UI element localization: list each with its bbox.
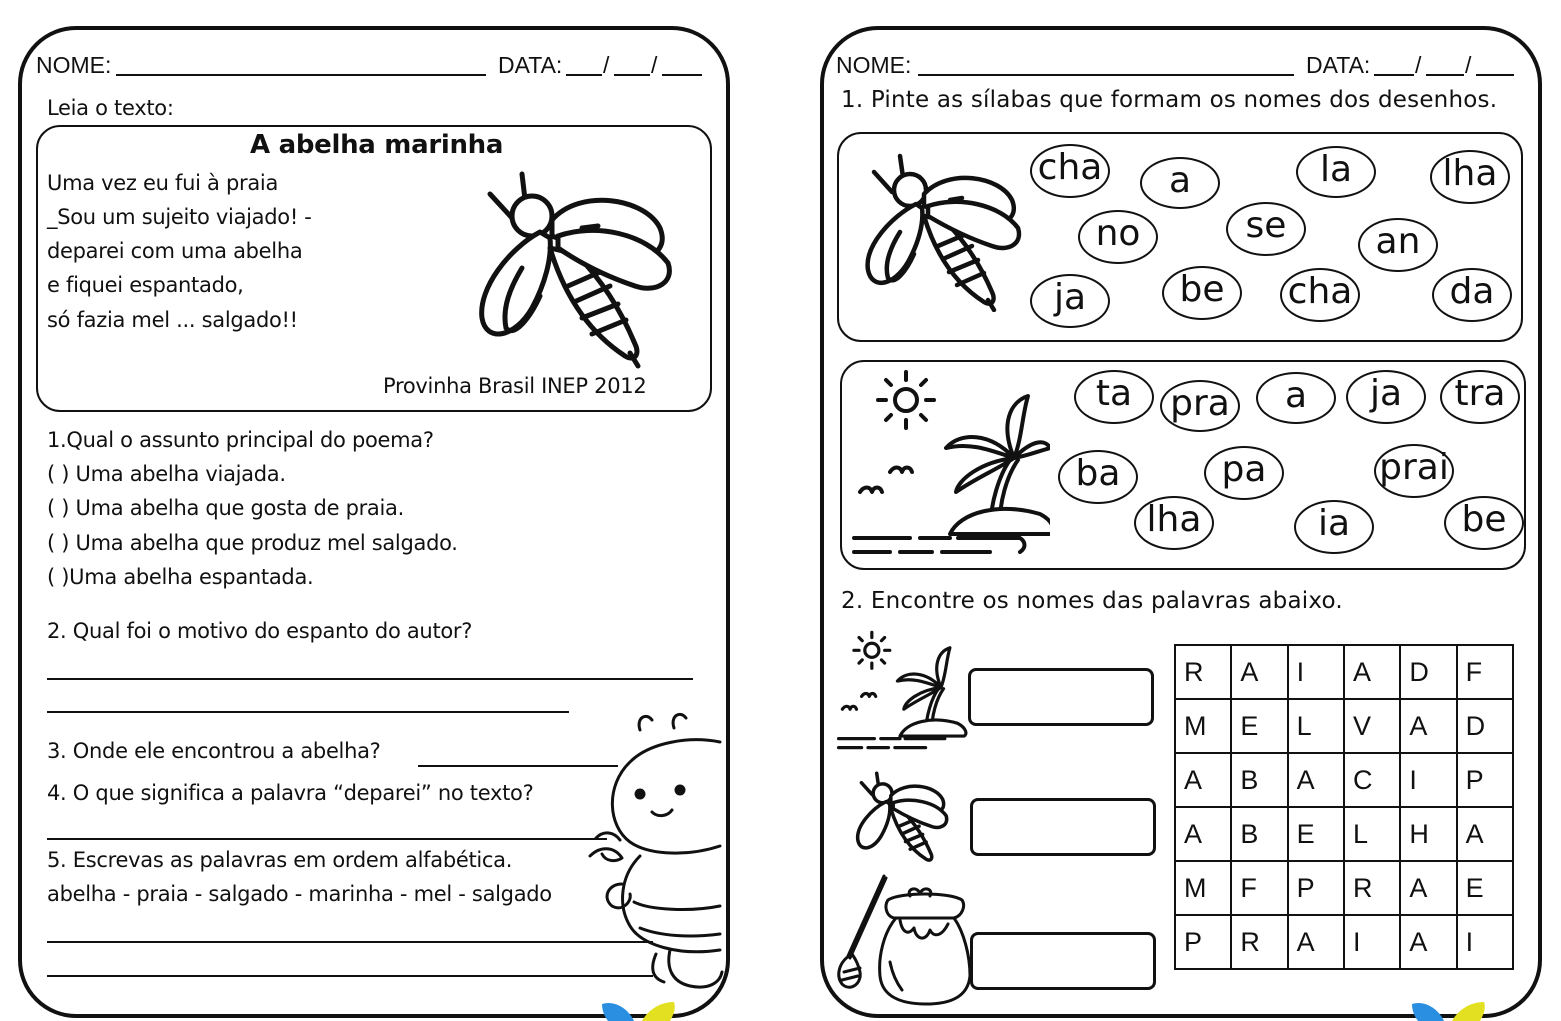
grid-cell[interactable]: L [1344,807,1400,861]
date-label: DATA: [1306,52,1371,78]
syllable-bubble[interactable]: da [1432,268,1512,322]
syllable-bubble[interactable]: cha [1280,268,1360,322]
exercise-2-title: 2. Encontre os nomes das palavras abaixo. [841,588,1343,614]
grid-cell[interactable]: I [1288,645,1344,699]
date-separator: / [1465,52,1472,78]
grid-cell[interactable]: P [1175,915,1231,969]
grid-cell[interactable]: B [1231,807,1287,861]
grid-cell[interactable]: A [1400,915,1456,969]
word-answer-box[interactable] [970,932,1156,990]
beach-island-icon [832,626,968,754]
syllable-bubble[interactable]: pra [1160,380,1240,432]
poem-source: Provinha Brasil INEP 2012 [383,374,647,398]
q5-words: abelha - praia - salgado - marinha - mel - salgado [47,882,552,906]
grid-cell[interactable]: A [1288,753,1344,807]
word-search-grid [1174,644,1514,970]
logo-yellow-wing [1452,1002,1485,1021]
grid-row [1175,861,1513,915]
poem-line: e fiquei espantado, [47,273,244,297]
q3-question: 3. Onde ele encontrou a abelha? [47,739,381,763]
q1-option[interactable]: ( ) Uma abelha que produz mel salgado. [47,531,458,555]
grid-cell[interactable]: D [1457,699,1513,753]
grid-cell[interactable]: H [1400,807,1456,861]
grid-row [1175,915,1513,969]
q2-answer-line[interactable] [47,678,693,680]
poem-line: deparei com uma abelha [47,239,303,263]
grid-cell[interactable]: D [1400,645,1456,699]
date-year-field[interactable] [1476,74,1514,76]
grid-row [1175,807,1513,861]
syllable-bubble[interactable]: no [1078,210,1158,264]
grid-cell[interactable]: A [1288,915,1344,969]
grid-row [1175,645,1513,699]
logo-blue-wing [1412,1003,1444,1021]
exercise-1-title: 1. Pinte as sílabas que formam os nomes dos desenhos. [841,87,1498,113]
grid-cell[interactable]: I [1457,915,1513,969]
logo-icon [1408,998,1488,1021]
grid-cell[interactable]: R [1175,645,1231,699]
logo-icon [598,998,678,1021]
grid-cell[interactable]: A [1400,861,1456,915]
grid-cell[interactable]: A [1175,753,1231,807]
grid-cell[interactable]: E [1288,807,1344,861]
honey-jar-icon [830,872,970,1006]
q1-option[interactable]: ( ) Uma abelha que gosta de praia. [47,496,404,520]
date-year-field[interactable] [662,74,702,76]
syllable-bubble[interactable]: lha [1134,496,1214,550]
q4-question: 4. O que significa a palavra “deparei” no texto? [47,781,534,805]
date-day-field[interactable] [566,74,602,76]
grid-row [1175,753,1513,807]
grid-cell[interactable]: E [1231,699,1287,753]
syllable-bubble[interactable]: prai [1374,444,1454,498]
syllable-bubble[interactable]: ba [1058,450,1138,504]
grid-cell[interactable]: A [1457,807,1513,861]
grid-cell[interactable]: A [1400,699,1456,753]
date-separator: / [651,52,658,78]
logo-yellow-wing [642,1002,675,1021]
grid-cell[interactable]: C [1344,753,1400,807]
grid-cell[interactable]: L [1288,699,1344,753]
q2-question: 2. Qual foi o motivo do espanto do autor? [47,619,473,643]
grid-cell[interactable]: F [1457,645,1513,699]
grid-cell[interactable]: M [1175,699,1231,753]
q1-question: 1.Qual o assunto principal do poema? [47,428,434,452]
date-label: DATA: [498,52,563,78]
bee-icon [470,168,680,373]
instruction: Leia o texto: [47,96,174,120]
grid-cell[interactable]: A [1344,645,1400,699]
word-answer-box[interactable] [968,668,1154,726]
syllable-bubble[interactable]: ta [1074,370,1154,424]
name-field[interactable] [918,74,1294,76]
syllable-bubble[interactable]: ja [1346,370,1426,424]
grid-cell[interactable]: F [1231,861,1287,915]
poem-line: só fazia mel ... salgado!! [47,308,298,332]
q5-answer-line[interactable] [47,941,653,943]
grid-cell[interactable]: V [1344,699,1400,753]
grid-row [1175,699,1513,753]
q2-answer-line[interactable] [47,711,569,713]
bee-icon [858,152,1028,312]
syllable-bubble[interactable]: se [1226,202,1306,256]
name-field[interactable] [116,74,486,76]
poem-title: A abelha marinha [250,130,504,160]
date-day-field[interactable] [1374,74,1414,76]
grid-cell[interactable]: E [1457,861,1513,915]
syllable-bubble[interactable]: lha [1430,150,1510,204]
q1-option[interactable]: ( )Uma abelha espantada. [47,565,314,589]
syllable-bubble[interactable]: pa [1204,446,1284,500]
q4-answer-line[interactable] [47,838,607,840]
grid-cell[interactable]: I [1400,753,1456,807]
bee-icon [852,770,952,866]
grid-cell[interactable]: A [1231,645,1287,699]
date-month-field[interactable] [1426,74,1464,76]
name-label: NOME: [36,52,112,78]
poem-line: _Sou um sujeito viajado! - [47,205,312,229]
date-separator: / [603,52,610,78]
grid-cell[interactable]: R [1344,861,1400,915]
grid-cell[interactable]: R [1231,915,1287,969]
grid-cell[interactable]: A [1175,807,1231,861]
syllable-bubble[interactable]: ja [1030,274,1110,328]
q5-question: 5. Escrevas as palavras em ordem alfabética. [47,848,513,872]
word-answer-box[interactable] [970,798,1156,856]
grid-cell[interactable]: M [1175,861,1231,915]
grid-cell[interactable]: P [1288,861,1344,915]
date-month-field[interactable] [614,74,650,76]
syllable-bubble[interactable]: an [1358,218,1438,272]
syllable-bubble[interactable]: be [1162,266,1242,320]
cartoon-bee-icon [580,706,728,992]
q5-answer-line[interactable] [47,975,653,977]
grid-cell[interactable]: B [1231,753,1287,807]
date-separator: / [1415,52,1422,78]
beach-island-icon [850,362,1050,562]
name-label: NOME: [836,52,912,78]
syllable-bubble[interactable]: a [1256,372,1336,424]
syllable-bubble[interactable]: tra [1440,370,1520,424]
grid-cell[interactable]: I [1344,915,1400,969]
syllable-bubble[interactable]: cha [1030,144,1110,198]
logo-blue-wing [602,1003,634,1021]
q1-option[interactable]: ( ) Uma abelha viajada. [47,462,286,486]
syllable-bubble[interactable]: be [1444,496,1524,550]
syllable-bubble[interactable]: ia [1294,500,1374,554]
poem-line: Uma vez eu fui à praia [47,171,279,195]
syllable-bubble[interactable]: a [1140,157,1220,209]
syllable-bubble[interactable]: la [1296,146,1376,198]
grid-cell[interactable]: P [1457,753,1513,807]
